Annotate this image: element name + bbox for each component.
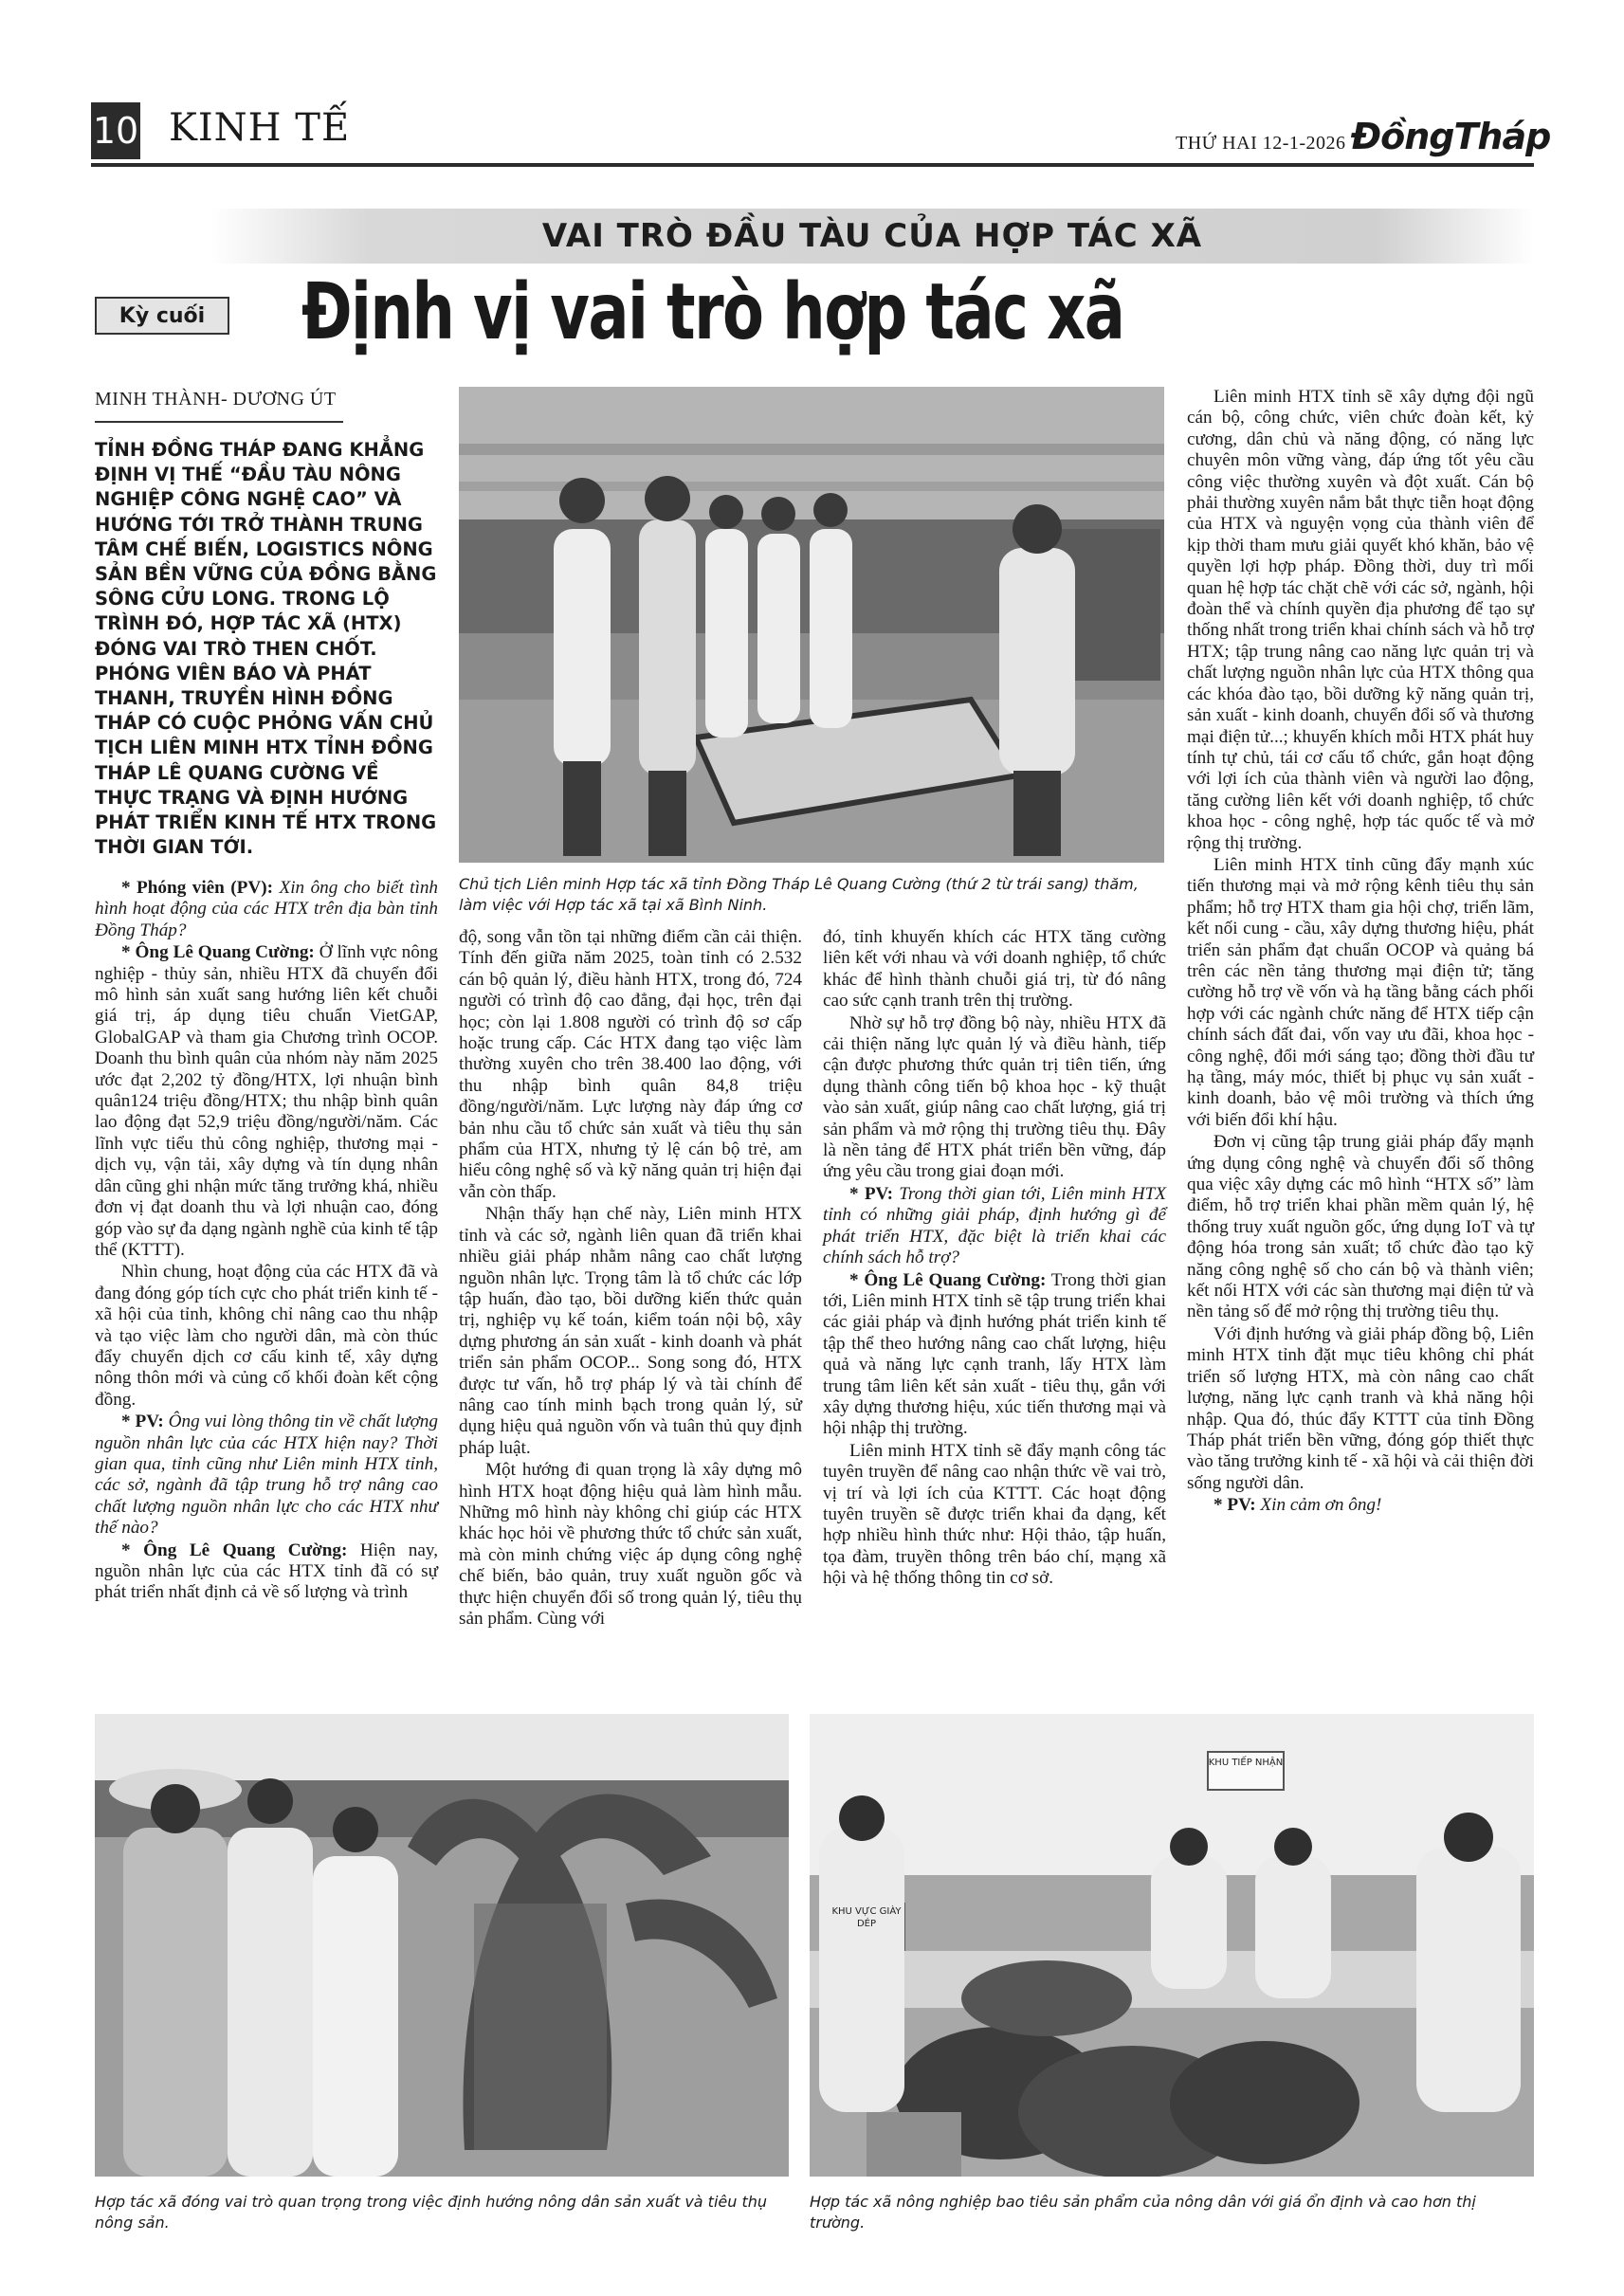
paragraph: Liên minh HTX tỉnh sẽ đẩy mạnh công tác tuyên truyền để nâng cao nhận thức về vai trò, vị trí và lợi ích của KTTT. Các hoạt động tuyên truyền sẽ được triển khai đa dạng, kết hợp nhiều hình thức như: Hội thảo, tập huấn, tọa đàm, truyền thông trên báo chí, mạng xã hội và hệ thống thông tin cơ sở. — [823, 1440, 1166, 1589]
photo-dragon-fruit-image — [95, 1714, 789, 2177]
pv-label: * PV: — [1213, 1495, 1256, 1516]
paragraph: Liên minh HTX tỉnh cũng đẩy mạnh xúc tiến thương mại và mở rộng kênh tiêu thụ sản phẩm; hỗ trợ HTX tham gia hội chợ, triển lãm, kết nối cung - cầu, xây dựng thương hiệu, phát triển sản phẩm đạt chuẩn OCOP và quảng bá trên các nền tảng thương mại điện tử; tăng cường hỗ trợ về vốn và hạ tầng bằng cách phối hợp với các ngành chức năng để HTX tiếp cận chính sách đất đai, vốn vay ưu đãi, khoa học - công nghệ, đổi mới sáng tạo; đồng thời đầu tư hạ tầng, máy móc, thiết bị phục vụ sản xuất - kinh doanh, bảo vệ môi trường và thích ứng với biến đổi khí hậu. — [1187, 854, 1534, 1130]
answer-text: Trong thời gian tới, Liên minh HTX tỉnh sẽ tập trung triển khai các giải pháp và định hướng phát triển kinh tế tập thể theo hướng nâng cao chất lượng, hiệu quả và năng lực cạnh tranh, lấy HTX làm trung tâm liên kết sản xuất - tiêu thụ, gắn với xây dựng thương hiệu, xúc tiến thương mại và hội nhập thị trường. — [823, 1269, 1167, 1439]
section-name: KINH TẾ — [169, 106, 351, 150]
pv-label: * Phóng viên (PV): — [121, 878, 274, 898]
answer-text: Ở lĩnh vực nông nghiệp - thủy sản, nhiều HTX đã chuyển đổi mô hình sản xuất sang hướng liên kết chuỗi giá trị, áp dụng tiêu chuẩn VietGAP, GlobalGAP và tham gia Chương trình OCOP. Doanh thu bình quân của nhóm này năm 2025 ước đạt 2,202 tỷ đồng/HTX, lợi nhuận bình quân124 triệu đồng/HTX; thu nhập bình quân lao động đạt 52,9 triệu đồng/người/năm. Các lĩnh vực tiểu thủ công nghiệp, thương mại - dịch vụ, vận tải, xây dựng và tín dụng nhân dân cũng ghi nhận mức tăng trưởng khá, nhiều đơn vị đạt doanh thu và lợi nhuận cao, đóng góp vào sự đa dạng ngành nghề của kinh tế tập thể (KTTT). — [95, 942, 439, 1260]
paragraph: Nhận thấy hạn chế này, Liên minh HTX tỉnh và các sở, ngành liên quan đã triển khai nhiều giải pháp nhằm nâng cao chất lượng nguồn nhân lực. Trọng tâm là tổ chức các lớp tập huấn, đào tạo, bồi dưỡng kiến thức quản trị, nghiệp vụ kế toán, kiểm toán nội bộ, xây dựng phương án sản xuất - kinh doanh và phát triển sản phẩm OCOP... Song song đó, HTX được tư vấn, hỗ trợ pháp lý và tài chính để nâng cao tính minh bạch trong quản lý, sử dụng hiệu quả nguồn vốn và tuân thủ quy định pháp luật. — [459, 1204, 802, 1458]
sign-receive: KHU TIẾP NHẬN — [1208, 1758, 1284, 1768]
question-text: Trong thời gian tới, Liên minh HTX tỉnh có những giải pháp, định hướng gì để phát triển HTX, đặc biệt là triển khai các chính sách hỗ trợ? — [823, 1183, 1166, 1268]
series-title: VAI TRÒ ĐẦU TÀU CỦA HỢP TÁC XÃ — [541, 217, 1203, 255]
byline: MINH THÀNH- DƯƠNG ÚT — [95, 389, 337, 410]
column-4 — [1187, 387, 1534, 1518]
masthead-logo: ĐồngTháp — [1351, 116, 1551, 157]
interviewee-label: * Ông Lê Quang Cường: — [121, 1540, 348, 1560]
column-3 — [823, 927, 1166, 1591]
answer-text: Hiện nay, nguồn nhân lực của các HTX tỉnh đã có sự phát triển nhất định cả về số lượng và trình — [95, 1540, 438, 1603]
series-banner — [210, 209, 1534, 264]
lead-paragraph: TỈNH ĐỒNG THÁP ĐANG KHẲNG ĐỊNH VỊ THẾ “ĐẦU TÀU NÔNG NGHIỆP CÔNG NGHỆ CAO” VÀ HƯỚNG TỚI TRỞ THÀNH TRUNG TÂM CHẾ BIẾN, LOGISTICS NÔNG SẢN BỀN VỮNG CỦA ĐỒNG BẰNG SÔNG CỬU LONG. TRONG LỘ TRÌNH ĐÓ, HỢP TÁC XÃ (HTX) ĐÓNG VAI TRÒ THEN CHỐT. PHÓNG VIÊN BÁO VÀ PHÁT THANH, TRUYỀN HÌNH ĐỒNG THÁP CÓ CUỘC PHỎNG VẤN CHỦ TỊCH LIÊN MINH HTX TỈNH ĐỒNG THÁP LÊ QUANG CƯỜNG VỀ THỰC TRẠNG VÀ ĐỊNH HƯỚNG PHÁT TRIỂN KINH TẾ HTX TRONG THỜI GIAN TỚI. — [95, 439, 437, 859]
question-text: Ông vui lòng thông tin về chất lượng nguồn nhân lực của các HTX hiện nay? Thời gian qua, tỉnh cũng như Liên minh HTX tỉnh, các sở, ngành đã tập trung hỗ trợ nâng cao chất lượng nguồn nhân lực cho các HTX như thế nào? — [95, 1412, 438, 1539]
photo-dragon-fruit — [95, 1714, 789, 2177]
question-text: Xin ông cho biết tình hình hoạt động của các HTX trên địa bàn tỉnh Đồng Tháp? — [95, 878, 439, 940]
issue-date: THỨ HAI 12-1-2026 — [1176, 133, 1346, 154]
column-1 — [95, 878, 438, 1605]
photo-processing-caption: Hợp tác xã nông nghiệp bao tiêu sản phẩm của nông dân với giá ổn định và cao hơn thị trường. — [810, 2193, 1476, 2232]
page-number: 10 — [91, 102, 140, 159]
paragraph: đó, tỉnh khuyến khích các HTX tăng cường liên kết với nhau và với doanh nghiệp, tổ chức khác để hình thành chuỗi giá trị, từ đó nâng cao sức cạnh tranh trên thị trường. — [823, 927, 1166, 1011]
photo-processing — [810, 1714, 1534, 2177]
header-rule — [91, 163, 1534, 167]
question-text: Xin cảm ơn ông! — [1260, 1495, 1382, 1516]
paragraph: độ, song vẫn tồn tại những điểm cần cải thiện. Tính đến giữa năm 2025, toàn tỉnh có 2.532 cán bộ quản lý, điều hành HTX, trong đó, 724 người có trình độ cao đẳng, đại học, trên đại học; còn lại 1.808 người có trình độ sơ cấp hoặc trung cấp. Các HTX đang tạo việc làm thường xuyên cho trên 38.400 lao động, với thu nhập bình quân 84,8 triệu đồng/người/năm. Lực lượng này đáp ứng cơ bản nhu cầu tổ chức sản xuất và tiêu thụ sản phẩm của HTX, nhưng tỷ lệ cán bộ trẻ, am hiểu công nghệ số và kỹ năng quản trị hiện đại vẫn còn thấp. — [459, 927, 802, 1202]
photo-processing-image — [810, 1714, 1534, 2177]
interviewee-label: * Ông Lê Quang Cường: — [121, 942, 315, 963]
photo-visit-image — [459, 387, 1164, 863]
paragraph: Liên minh HTX tỉnh sẽ xây dựng đội ngũ cán bộ, công chức, viên chức đoàn kết, kỷ cương, dân chủ và năng động, có năng lực chuyên môn vững vàng, đáp ứng tốt yêu cầu công việc thường xuyên và đột xuất. Cán bộ phải thường xuyên nắm bắt thực tiễn hoạt động của HTX và nguyện vọng của thành viên để kịp thời tham mưu giải quyết khó khăn, bảo vệ quyền lợi hợp pháp. Đồng thời, duy trì mối quan hệ hợp tác chặt chẽ với các sở, ngành, hội đoàn thể và chính quyền địa phương để tạo sự thống nhất trong triển khai chính sách và hỗ trợ HTX; tập trung nâng cao năng lực quản trị và chất lượng nguồn nhân lực của HTX thông qua các khóa đào tạo, bồi dưỡng kỹ năng quản trị, sản xuất - kinh doanh, chuyển đổi số và thương mại điện tử...; khuyến khích mỗi HTX phát huy tính tự chủ, tái cơ cấu tổ chức, gắn hoạt động với lợi ích của thành viên và người lao động, tăng cường liên kết với doanh nghiệp, tổ chức khoa học - công nghệ, hợp tác quốc tế và mở rộng thị trường. — [1187, 387, 1534, 853]
headline: Định vị vai trò hợp tác xã — [301, 267, 1124, 357]
photo-visit — [459, 387, 1164, 863]
column-2 — [459, 927, 802, 1631]
kicker-label: Kỳ cuối — [95, 297, 229, 335]
paragraph: Đơn vị cũng tập trung giải pháp đẩy mạnh ứng dụng công nghệ và chuyển đổi số thông qua việc xây dựng các mô hình “HTX số” làm điểm, hỗ trợ triển khai phần mềm quản lý, hệ thống truy xuất nguồn gốc, ứng dụng IoT và tự động hóa trong sản xuất; tổ chức đào tạo kỹ năng công nghệ số cho cán bộ và thành viên; kết nối HTX với các sàn thương mại điện tử và nền tảng số để mở rộng thị trường tiêu thụ. — [1187, 1132, 1534, 1322]
photo-visit-caption: Chủ tịch Liên minh Hợp tác xã tỉnh Đồng Tháp Lê Quang Cường (thứ 2 từ trái sang) thăm, làm việc với Hợp tác xã tại xã Bình Ninh. — [459, 875, 1139, 914]
paragraph: Nhìn chung, hoạt động của các HTX đã và đang đóng góp tích cực cho phát triển kinh tế - xã hội của tỉnh, không chỉ nâng cao thu nhập và tạo việc làm cho người dân, mà còn thúc đẩy chuyển dịch cơ cấu kinh tế, xây dựng nông thôn mới và củng cố khối đoàn kết cộng đồng. — [95, 1262, 438, 1410]
pv-label: * PV: — [849, 1183, 894, 1204]
paragraph: Với định hướng và giải pháp đồng bộ, Liên minh HTX tỉnh đặt mục tiêu không chỉ phát triển số lượng HTX, mà còn nâng cao chất lượng, năng lực cạnh tranh và khả năng hội nhập. Qua đó, thúc đẩy KTTT của tỉnh Đồng Tháp phát triển bền vững, đóng góp thiết thực vào tăng trưởng kinh tế - xã hội và cải thiện đời sống người dân. — [1187, 1323, 1534, 1493]
interviewee-label: * Ông Lê Quang Cường: — [849, 1269, 1047, 1290]
byline-rule — [95, 421, 343, 423]
paragraph: Một hướng đi quan trọng là xây dựng mô hình HTX hoạt động hiệu quả làm hình mẫu. Những mô hình này không chỉ giúp các HTX khác học hỏi về phương thức tổ chức sản xuất, mà còn minh chứng việc áp dụng công nghệ chế biến, bảo quản, truy xuất nguồn gốc và thực hiện chuyển đổi số trong quản lý, tiêu thụ sản phẩm. Cùng với — [459, 1460, 802, 1629]
paragraph: Nhờ sự hỗ trợ đồng bộ này, nhiều HTX đã cải thiện năng lực quản lý và điều hành, tiếp cận được phương thức quản trị tiên tiến, ứng dụng thành công tiến bộ khoa học - kỹ thuật vào sản xuất, giúp nâng cao chất lượng, giá trị sản phẩm và mở rộng thị trường tiêu thụ. Đây là nền tảng để HTX phát triển bền vững, đáp ứng yêu cầu trong giai đoạn mới. — [823, 1012, 1166, 1182]
pv-label: * PV: — [121, 1412, 164, 1432]
sign-area: KHU VỰC GIÀY DÉP — [831, 1906, 902, 1929]
photo-dragon-fruit-caption: Hợp tác xã đóng vai trò quan trọng trong việc định hướng nông dân sản xuất và tiêu thụ nông sản. — [95, 2193, 768, 2232]
